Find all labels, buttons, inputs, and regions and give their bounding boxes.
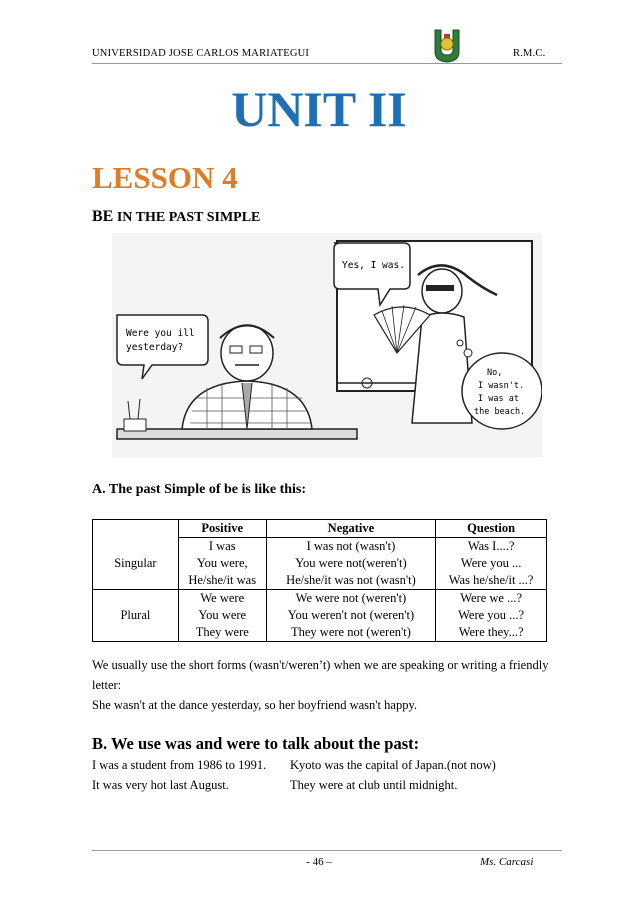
example-right-2: They were at club until midnight. xyxy=(290,778,458,792)
table-cell: Was he/she/it ...? xyxy=(436,572,547,590)
note-line-2: letter: xyxy=(92,678,122,692)
example-right-1: Kyoto was the capital of Japan.(not now) xyxy=(290,758,496,772)
footer-author: Ms. Carcasi xyxy=(480,856,534,868)
table-cell: Were you ...? xyxy=(436,607,547,624)
table-cell: Were we ...? xyxy=(436,590,547,608)
group-label-singular: Singular xyxy=(114,555,157,570)
header-university: UNIVERSIDAD JOSE CARLOS MARIATEGUI xyxy=(92,48,310,59)
table-cell: You were xyxy=(178,607,266,624)
example-sentence: She wasn't at the dance yesterday, so her boyfriend wasn't happy. xyxy=(92,698,418,712)
header-initials: R.M.C. xyxy=(513,48,546,59)
table-cell: He/she/it was not (wasn't) xyxy=(266,572,436,590)
grammar-table xyxy=(92,519,547,642)
bubble-answer: Yes, I was. xyxy=(342,260,405,271)
note-line-1: We usually use the short forms (wasn't/weren’t) when we are speaking or writing a friendly xyxy=(92,658,549,672)
university-crest-icon xyxy=(432,28,462,64)
col-negative: Negative xyxy=(266,520,436,538)
table-cell: I was xyxy=(178,538,266,556)
example-left-1: I was a student from 1986 to 1991. xyxy=(92,758,267,772)
subtitle-be: BE xyxy=(92,208,114,225)
table-cell: He/she/it was xyxy=(178,572,266,590)
table-cell: I was not (wasn't) xyxy=(266,538,436,556)
lesson-subtitle xyxy=(92,208,260,226)
table-cell: Was I....? xyxy=(436,538,547,556)
table-cell: You were, xyxy=(178,555,266,572)
example-left-2: It was very hot last August. xyxy=(92,778,229,792)
table-cell: We were not (weren't) xyxy=(266,590,436,608)
corner-cell xyxy=(93,520,179,538)
table-cell: They were xyxy=(178,624,266,642)
table-cell: They were not (weren't) xyxy=(266,624,436,642)
bubble-thought-line3: I was at xyxy=(478,394,519,404)
header-rule xyxy=(92,63,562,64)
col-positive: Positive xyxy=(178,520,266,538)
bubble-question-line2: yesterday? xyxy=(126,342,184,353)
subtitle-rest: IN THE PAST SIMPLE xyxy=(116,210,261,225)
section-b-heading: B. We use was and were to talk about the past: xyxy=(92,734,420,753)
bubble-thought-line1: No, xyxy=(487,368,503,378)
table-cell: Were they...? xyxy=(436,624,547,642)
bubble-thought-line2: I wasn't. xyxy=(478,381,525,391)
footer-rule xyxy=(92,850,562,851)
section-a-heading: A. The past Simple of be is like this: xyxy=(92,482,307,497)
table-cell: You were not(weren't) xyxy=(266,555,436,572)
table-cell: You weren't not (weren't) xyxy=(266,607,436,624)
unit-title: UNIT II xyxy=(231,81,407,137)
table-cell: Were you ... xyxy=(436,555,547,572)
bubble-thought-line4: the beach. xyxy=(474,407,526,417)
page-number: - 46 – xyxy=(306,856,332,868)
col-question: Question xyxy=(436,520,547,538)
table-cell: We were xyxy=(178,590,266,608)
lesson-title: LESSON 4 xyxy=(92,160,238,195)
bubble-question-line1: Were you ill xyxy=(126,328,195,339)
comic-illustration xyxy=(112,233,542,457)
group-label-plural: Plural xyxy=(93,590,179,642)
